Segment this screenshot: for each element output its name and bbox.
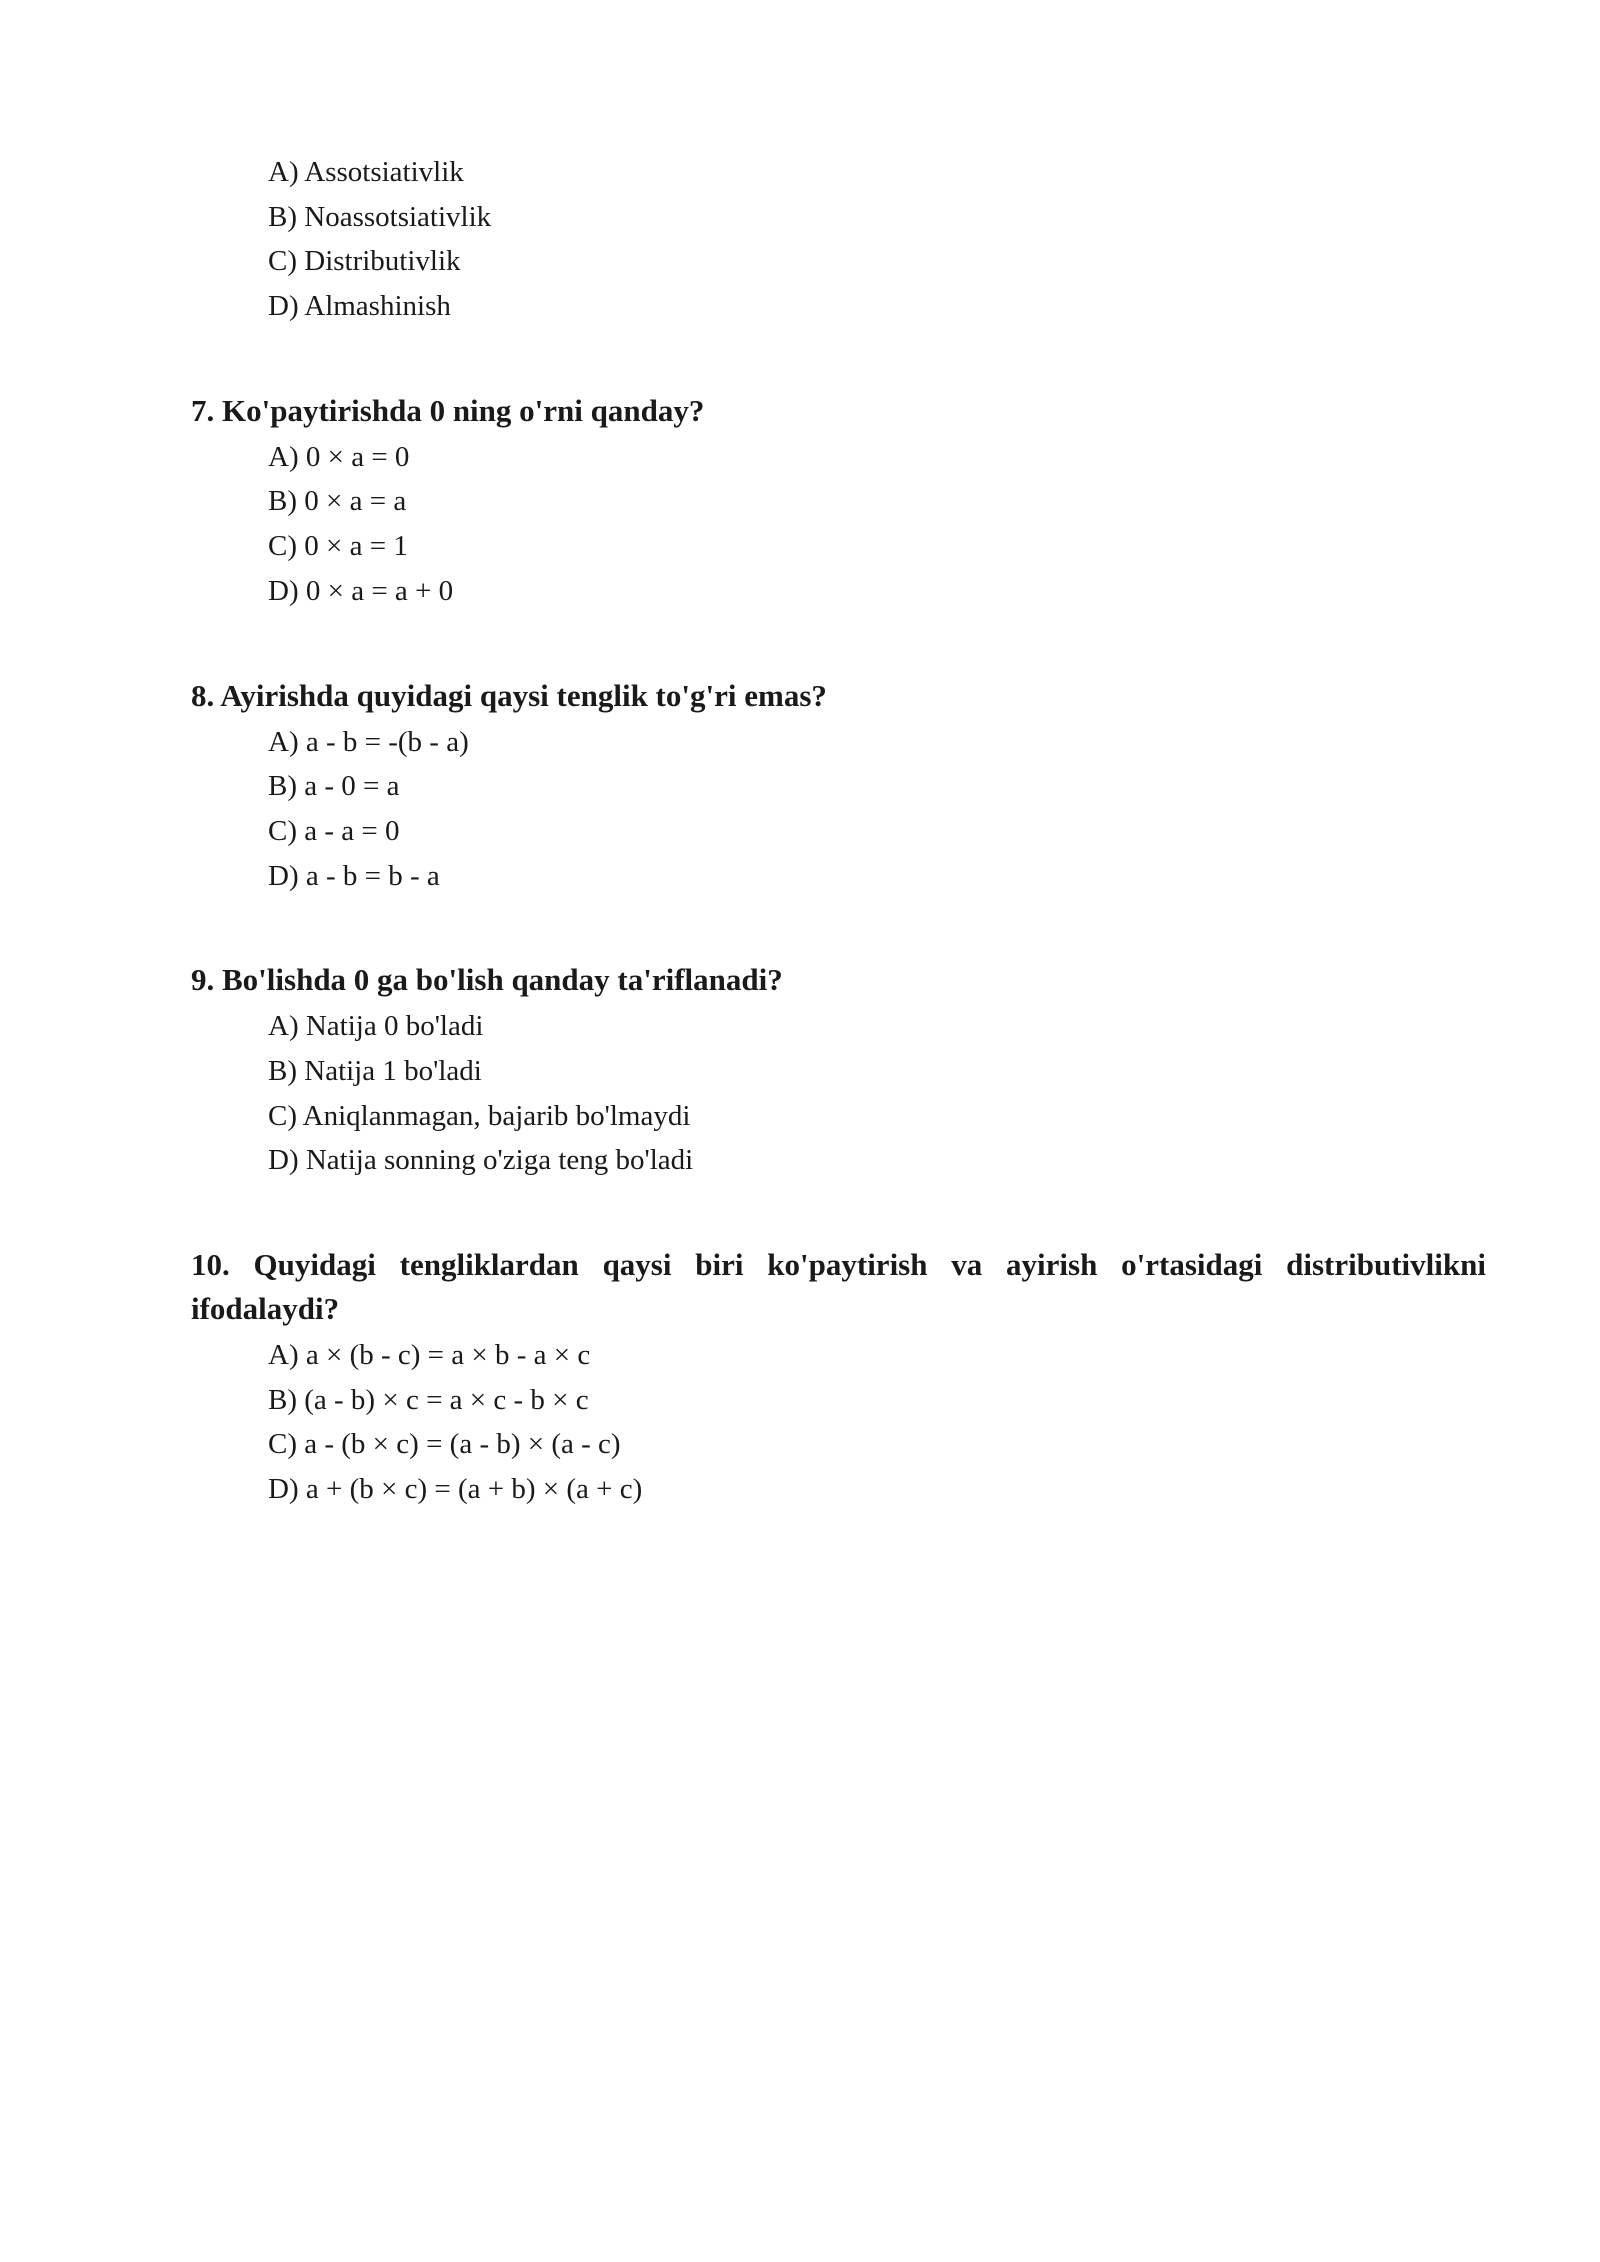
- answer-option: B) Natija 1 bo'ladi: [268, 1054, 482, 1087]
- answer-option: D) a - b = b - a: [268, 859, 440, 892]
- question-9: [191, 958, 1486, 1183]
- question-title: 10. Quyidagi tengliklardan qaysi biri ko'paytirish va ayirish o'rtasidagi distributivlikni ifodalaydi?: [191, 1247, 1486, 1326]
- answer-option: D) Almashinish: [268, 290, 451, 323]
- question-8: [191, 674, 1486, 899]
- answer-option: A) a - b = -(b - a): [268, 725, 469, 758]
- answer-option: C) a - (b × c) = (a - b) × (a - c): [268, 1428, 621, 1461]
- answer-option: D) 0 × a = a + 0: [268, 574, 454, 607]
- answer-option: C) 0 × a = 1: [268, 530, 408, 563]
- answer-option: C) a - a = 0: [268, 814, 400, 847]
- answer-option: B) (a - b) × c = a × c - b × c: [268, 1383, 589, 1416]
- question-10: [191, 1243, 1486, 1512]
- answer-option: C) Aniqlanmagan, bajarib bo'lmaydi: [268, 1099, 691, 1132]
- answer-option: D) a + (b × c) = (a + b) × (a + c): [268, 1473, 643, 1506]
- answer-option: B) a - 0 = a: [268, 770, 400, 803]
- question-title: 8. Ayirishda quyidagi qaysi tenglik to'g'ri emas?: [191, 677, 827, 713]
- answer-option: A) Natija 0 bo'ladi: [268, 1010, 484, 1043]
- question-title: 7. Ko'paytirishda 0 ning o'rni qanday?: [191, 392, 705, 428]
- answer-option: C) Distributivlik: [268, 245, 461, 278]
- answer-option: A) Assotsiativlik: [268, 156, 464, 188]
- quiz-content: [191, 150, 1486, 1512]
- answer-option: A) 0 × a = 0: [268, 440, 410, 473]
- answer-option: B) Noassotsiativlik: [268, 200, 492, 233]
- question-title: 9. Bo'lishda 0 ga bo'lish qanday ta'riflanadi?: [191, 962, 783, 998]
- answer-option: B) 0 × a = a: [268, 485, 407, 518]
- prev-question-options: [191, 150, 1486, 329]
- answer-option: A) a × (b - c) = a × b - a × c: [268, 1339, 591, 1371]
- question-7: [191, 389, 1486, 614]
- answer-option: D) Natija sonning o'ziga teng bo'ladi: [268, 1144, 694, 1177]
